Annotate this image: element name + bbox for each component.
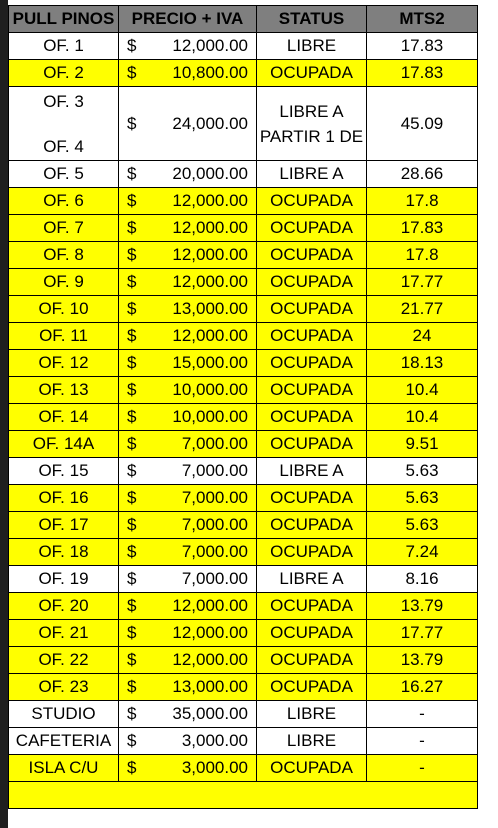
cell-status[interactable]: OCUPADA <box>257 269 367 296</box>
blank-row <box>9 782 478 809</box>
cell-price[interactable] <box>119 701 257 728</box>
price-amount: 7,000.00 <box>181 569 248 588</box>
price-amount: 12,000.00 <box>172 326 248 345</box>
price-amount: 35,000.00 <box>172 704 248 723</box>
cell-name[interactable]: OF. 20 <box>9 593 119 620</box>
currency-symbol: $ <box>127 326 137 345</box>
cell-price[interactable] <box>119 161 257 188</box>
currency-symbol: $ <box>127 677 137 696</box>
currency-symbol: $ <box>127 758 137 777</box>
price-amount: 12,000.00 <box>172 272 248 291</box>
cell-name[interactable]: OF. 7 <box>9 215 119 242</box>
cell-status[interactable]: LIBRE A <box>257 161 367 188</box>
cell-name[interactable]: OF. 23 <box>9 674 119 701</box>
currency-symbol: $ <box>127 36 137 55</box>
cell-name[interactable]: OF. 13 <box>9 377 119 404</box>
cell-mts[interactable]: 5.63 <box>367 458 478 485</box>
cell-mts[interactable]: - <box>367 755 478 782</box>
cell-status[interactable]: OCUPADA <box>257 485 367 512</box>
cell-mts[interactable]: 17.83 <box>367 215 478 242</box>
cell-status[interactable]: LIBRE <box>257 33 367 60</box>
cell-name[interactable]: CAFETERIA <box>9 728 119 755</box>
price-amount: 12,000.00 <box>172 623 248 642</box>
table-row <box>9 728 478 755</box>
cell-name[interactable]: OF. 5 <box>9 161 119 188</box>
table-row <box>9 755 478 782</box>
currency-symbol: $ <box>127 731 137 750</box>
cell-mts[interactable]: 24 <box>367 323 478 350</box>
cell-mts[interactable]: 17.8 <box>367 242 478 269</box>
table-row <box>9 242 478 269</box>
cell-name[interactable]: OF. 16 <box>9 485 119 512</box>
cell-mts[interactable]: - <box>367 701 478 728</box>
cell-status[interactable]: OCUPADA <box>257 377 367 404</box>
cell-mts[interactable]: 16.27 <box>367 674 478 701</box>
table-row <box>9 377 478 404</box>
table-row <box>9 188 478 215</box>
table-row <box>9 215 478 242</box>
office-table <box>8 5 478 809</box>
cell-mts[interactable]: - <box>367 728 478 755</box>
cell-status[interactable]: OCUPADA <box>257 512 367 539</box>
cell-status[interactable]: LIBRE <box>257 701 367 728</box>
table-row <box>9 620 478 647</box>
currency-symbol: $ <box>127 704 137 723</box>
currency-symbol: $ <box>127 623 137 642</box>
cell-name-merged[interactable] <box>9 87 119 161</box>
table-row <box>9 431 478 458</box>
table-row <box>9 350 478 377</box>
cell-name[interactable]: OF. 18 <box>9 539 119 566</box>
currency-symbol: $ <box>127 434 137 453</box>
cell-mts[interactable]: 5.63 <box>367 485 478 512</box>
cell-price[interactable] <box>119 60 257 87</box>
cell-name[interactable]: STUDIO <box>9 701 119 728</box>
cell-price[interactable] <box>119 539 257 566</box>
blank-cell[interactable] <box>367 782 478 809</box>
cell-mts[interactable]: 10.4 <box>367 404 478 431</box>
cell-mts[interactable]: 7.24 <box>367 539 478 566</box>
table-row <box>9 674 478 701</box>
table-row <box>9 404 478 431</box>
currency-symbol: $ <box>127 461 137 480</box>
blank-cell[interactable] <box>9 782 119 809</box>
price-amount: 12,000.00 <box>172 596 248 615</box>
table-row <box>9 296 478 323</box>
cell-mts[interactable]: 9.51 <box>367 431 478 458</box>
cell-price[interactable] <box>119 377 257 404</box>
price-amount: 10,000.00 <box>172 380 248 399</box>
cell-name[interactable]: OF. 14 <box>9 404 119 431</box>
cell-price[interactable] <box>119 566 257 593</box>
cell-status[interactable]: OCUPADA <box>257 188 367 215</box>
cell-mts[interactable]: 13.79 <box>367 647 478 674</box>
cell-name[interactable]: OF. 12 <box>9 350 119 377</box>
table-row <box>9 161 478 188</box>
price-amount: 3,000.00 <box>181 758 248 777</box>
table-row <box>9 33 478 60</box>
name-bottom: OF. 4 <box>43 137 84 156</box>
table-row <box>9 539 478 566</box>
cell-mts[interactable]: 18.13 <box>367 350 478 377</box>
table-row <box>9 485 478 512</box>
cell-status[interactable]: OCUPADA <box>257 296 367 323</box>
cell-price[interactable] <box>119 269 257 296</box>
cell-name[interactable]: OF. 9 <box>9 269 119 296</box>
price-amount: 12,000.00 <box>172 245 248 264</box>
cell-status[interactable]: OCUPADA <box>257 323 367 350</box>
price-amount: 7,000.00 <box>181 515 248 534</box>
cell-name[interactable]: OF. 6 <box>9 188 119 215</box>
price-amount: 24,000.00 <box>172 114 248 133</box>
table-row <box>9 323 478 350</box>
cell-name[interactable]: OF. 22 <box>9 647 119 674</box>
cell-price[interactable] <box>119 485 257 512</box>
price-amount: 10,800.00 <box>172 63 248 82</box>
price-amount: 3,000.00 <box>181 731 248 750</box>
currency-symbol: $ <box>127 569 137 588</box>
cell-name[interactable]: OF. 19 <box>9 566 119 593</box>
currency-symbol: $ <box>127 218 137 237</box>
cell-name[interactable]: OF. 17 <box>9 512 119 539</box>
table-body <box>9 33 478 809</box>
cell-status[interactable]: OCUPADA <box>257 674 367 701</box>
price-amount: 7,000.00 <box>181 542 248 561</box>
cell-price[interactable] <box>119 188 257 215</box>
currency-symbol: $ <box>127 407 137 426</box>
currency-symbol: $ <box>127 164 137 183</box>
table-row <box>9 647 478 674</box>
table-row <box>9 566 478 593</box>
header-mts[interactable]: MTS2 <box>367 6 478 33</box>
price-amount: 10,000.00 <box>172 407 248 426</box>
cell-name[interactable]: OF. 21 <box>9 620 119 647</box>
cell-status[interactable]: OCUPADA <box>257 60 367 87</box>
cell-mts[interactable]: 5.63 <box>367 512 478 539</box>
cell-price[interactable] <box>119 647 257 674</box>
cell-price[interactable] <box>119 404 257 431</box>
table-row <box>9 512 478 539</box>
cell-name[interactable]: OF. 2 <box>9 60 119 87</box>
cell-mts[interactable]: 17.77 <box>367 269 478 296</box>
price-amount: 12,000.00 <box>172 218 248 237</box>
cell-status[interactable]: OCUPADA <box>257 350 367 377</box>
header-status[interactable]: STATUS <box>257 6 367 33</box>
price-amount: 12,000.00 <box>172 36 248 55</box>
cell-status[interactable]: LIBRE A <box>257 566 367 593</box>
cell-name[interactable]: OF. 14A <box>9 431 119 458</box>
cell-price[interactable] <box>119 296 257 323</box>
price-amount: 13,000.00 <box>172 677 248 696</box>
currency-symbol: $ <box>127 542 137 561</box>
cell-mts[interactable]: 13.79 <box>367 593 478 620</box>
header-name[interactable]: PULL PINOS <box>9 6 119 33</box>
cell-mts[interactable]: 28.66 <box>367 161 478 188</box>
cell-mts[interactable]: 10.4 <box>367 377 478 404</box>
currency-symbol: $ <box>127 114 137 133</box>
price-amount: 12,000.00 <box>172 650 248 669</box>
price-amount: 7,000.00 <box>181 488 248 507</box>
price-amount: 12,000.00 <box>172 191 248 210</box>
cell-price[interactable] <box>119 323 257 350</box>
name-top: OF. 3 <box>43 92 84 111</box>
cell-price[interactable] <box>119 674 257 701</box>
table-row <box>9 269 478 296</box>
price-amount: 15,000.00 <box>172 353 248 372</box>
blank-cell[interactable] <box>257 782 367 809</box>
header-price[interactable]: PRECIO + IVA <box>119 6 257 33</box>
cell-price[interactable] <box>119 620 257 647</box>
cell-status[interactable]: OCUPADA <box>257 755 367 782</box>
cell-price[interactable] <box>119 215 257 242</box>
currency-symbol: $ <box>127 353 137 372</box>
price-amount: 13,000.00 <box>172 299 248 318</box>
currency-symbol: $ <box>127 488 137 507</box>
cell-name[interactable]: OF. 8 <box>9 242 119 269</box>
cell-status[interactable]: LIBRE <box>257 728 367 755</box>
table-row <box>9 701 478 728</box>
price-amount: 7,000.00 <box>181 461 248 480</box>
cell-price[interactable] <box>119 458 257 485</box>
cell-status[interactable]: LIBRE A <box>257 458 367 485</box>
cell-status[interactable]: OCUPADA <box>257 647 367 674</box>
cell-status[interactable]: OCUPADA <box>257 593 367 620</box>
cell-price-merged[interactable] <box>119 87 257 161</box>
cell-mts[interactable]: 17.8 <box>367 188 478 215</box>
cell-price[interactable] <box>119 512 257 539</box>
cell-mts[interactable]: 17.83 <box>367 60 478 87</box>
table-row <box>9 60 478 87</box>
cell-mts[interactable]: 21.77 <box>367 296 478 323</box>
currency-symbol: $ <box>127 245 137 264</box>
currency-symbol: $ <box>127 515 137 534</box>
cell-price[interactable] <box>119 755 257 782</box>
cell-name[interactable]: OF. 10 <box>9 296 119 323</box>
cell-mts-merged[interactable]: 45.09 <box>367 87 478 161</box>
cell-name[interactable]: OF. 1 <box>9 33 119 60</box>
cell-price[interactable] <box>119 242 257 269</box>
cell-price[interactable] <box>119 728 257 755</box>
header-row <box>9 6 478 33</box>
cell-status[interactable]: OCUPADA <box>257 242 367 269</box>
cell-status[interactable]: OCUPADA <box>257 215 367 242</box>
cell-status[interactable]: OCUPADA <box>257 404 367 431</box>
currency-symbol: $ <box>127 596 137 615</box>
cell-mts[interactable]: 17.83 <box>367 33 478 60</box>
cell-name[interactable]: OF. 15 <box>9 458 119 485</box>
currency-symbol: $ <box>127 272 137 291</box>
table-row <box>9 593 478 620</box>
cell-name[interactable]: ISLA C/U <box>9 755 119 782</box>
table-row-merged <box>9 87 478 161</box>
cell-status[interactable]: OCUPADA <box>257 539 367 566</box>
cell-name[interactable]: OF. 11 <box>9 323 119 350</box>
cell-status-merged[interactable]: LIBRE A PARTIR 1 DE <box>257 87 367 161</box>
cell-status[interactable]: OCUPADA <box>257 620 367 647</box>
price-amount: 20,000.00 <box>172 164 248 183</box>
row-header-strip <box>0 0 8 828</box>
currency-symbol: $ <box>127 380 137 399</box>
cell-price[interactable] <box>119 431 257 458</box>
cell-mts[interactable]: 17.77 <box>367 620 478 647</box>
blank-cell[interactable] <box>119 782 257 809</box>
cell-mts[interactable]: 8.16 <box>367 566 478 593</box>
currency-symbol: $ <box>127 299 137 318</box>
cell-price[interactable] <box>119 33 257 60</box>
currency-symbol: $ <box>127 63 137 82</box>
table-row <box>9 458 478 485</box>
cell-price[interactable] <box>119 593 257 620</box>
price-amount: 7,000.00 <box>181 434 248 453</box>
currency-symbol: $ <box>127 191 137 210</box>
currency-symbol: $ <box>127 650 137 669</box>
cell-price[interactable] <box>119 350 257 377</box>
cell-status[interactable]: OCUPADA <box>257 431 367 458</box>
